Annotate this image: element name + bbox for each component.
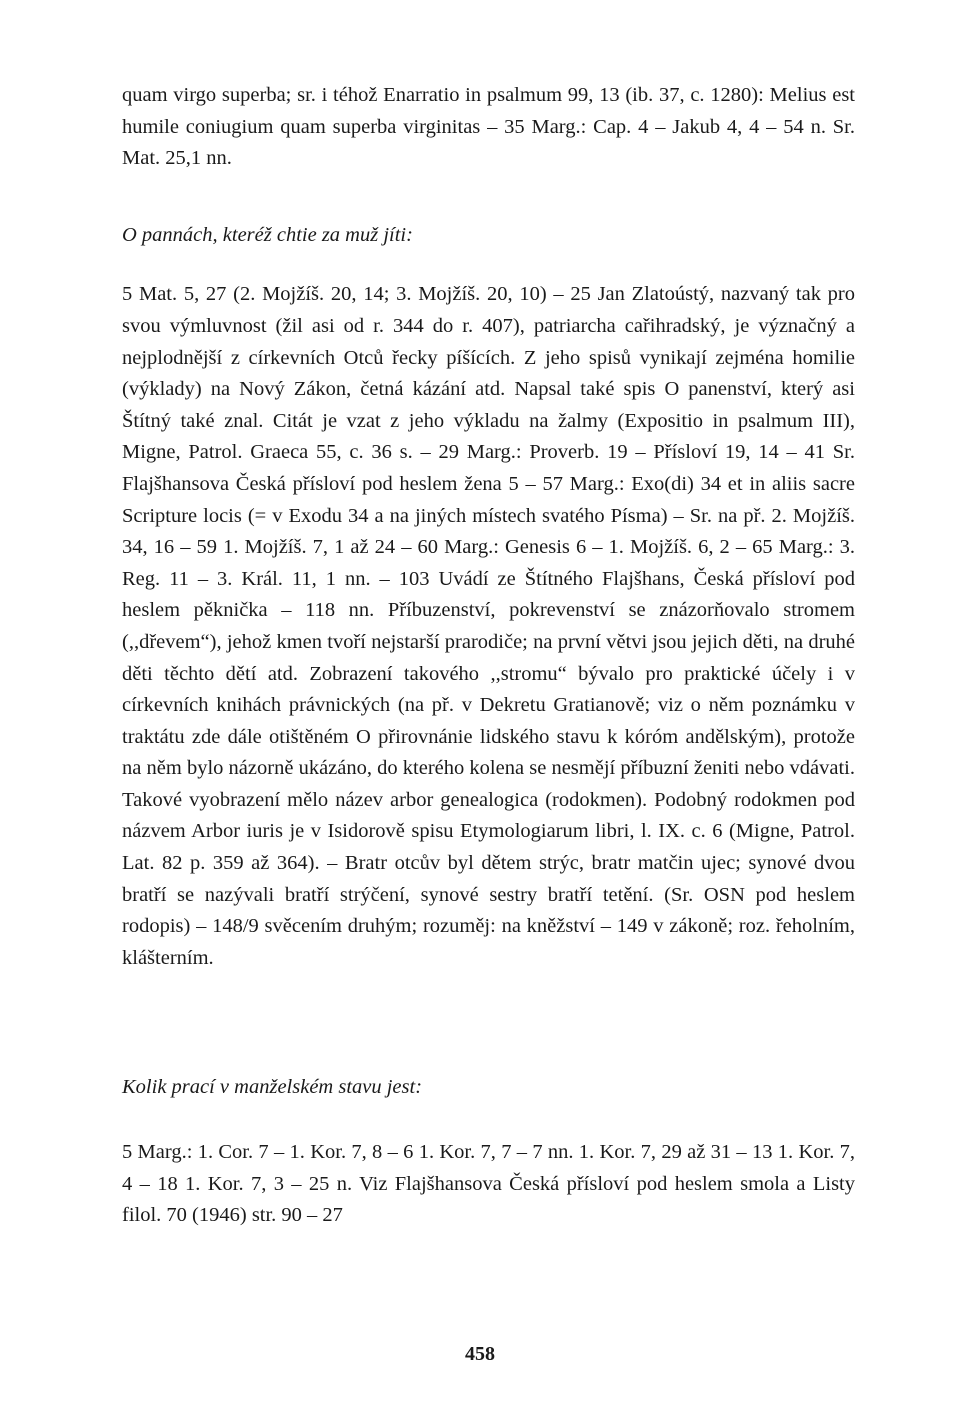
marriage-paragraph: 5 Marg.: 1. Cor. 7 – 1. Kor. 7, 8 – 6 1. Kor. 7, 7 – 7 nn. 1. Kor. 7, 29 až 31 – 13 1. Kor. 7, 4 – 18 1. Kor. 7, 3 – 25 n. Viz Flajšhansova Česká přísloví pod heslem smola a Listy filol. 70 (1946) str. 90 – 27 [122, 1141, 855, 1227]
spacer [122, 974, 855, 1072]
section-heading-marriage: Kolik prací v manželském stavu jest: [122, 1076, 423, 1099]
page-body [122, 80, 855, 1232]
spacer [122, 1104, 855, 1137]
spacer [122, 251, 855, 279]
page-number: 458 [465, 1343, 495, 1365]
section-heading-virgins: O pannách, kteréž chtie za muž jíti: [122, 223, 413, 246]
intro-paragraph: quam virgo superba; sr. i téhož Enarratio in psalmum 99, 13 (ib. 37, c. 1280): Melius est humile coniugium quam superba virginitas – 35 Marg.: Cap. 4 – Jakub 4, 4 – 54 n. Sr. Mat. 25,1 nn. [122, 84, 855, 170]
spacer [122, 175, 855, 220]
commentary-paragraph: 5 Mat. 5, 27 (2. Mojžíš. 20, 14; 3. Mojžíš. 20, 10) – 25 Jan Zlatoústý, nazvaný tak pro svou výmluvnost (žil asi od r. 344 do r. 407), patriarcha cařihradský, je význačný a nejplodnější z církevních Otců řecky píšících. Z jeho spisů vynikají zejména homilie (výklady) na Nový Zákon, četná kázání atd. Napsal také spis O panenství, který asi Štítný také znal. Citát je vzat z jeho výkladu na žalmy (Expositio in psalmum III), Migne, Patrol. Graeca 55, c. 36 s. – 29 Marg.: Proverb. 19 – Přísloví 19, 14 – 41 Sr. Flajšhansova Česká přísloví pod heslem žena 5 – 57 Marg.: Exo(di) 34 et in aliis sacre Scripture locis (= v Exodu 34 a na jiných místech svatého Písma) – Sr. na př. 2. Mojžíš. 34, 16 – 59 1. Mojžíš. 7, 1 až 24 – 60 Marg.: Genesis 6 – 1. Mojžíš. 6, 2 – 65 Marg.: 3. Reg. 11 – 3. Král. 11, 1 nn. – 103 Uvádí ze Štítného Flajšhans, Česká přísloví pod heslem pěknička – 118 nn. Příbuzenství, pokrevenství se znázorňovalo stromem (,,dřevem“), jehož kmen tvoří nejstarší prarodiče; na první větvi jsou jejich děti, na druhé děti těchto dětí atd. Zobrazení takového ,,stromu“ bývalo pro praktické účely i v církevních knihách právnických (na př. v Dekretu Gratianově; viz o něm poznámku v traktátu zde dále otištěném O přirovnánie lidského stavu k kóróm andělským), protože na něm bylo názorně ukázáno, do kterého kolena se nesmějí příbuzní ženiti nebo vdávati. Takové vyobrazení mělo název arbor genealogica (rodokmen). Podobný rodokmen pod názvem Arbor iuris je v Isidorově spisu Etymologiarum libri, l. IX. c. 6 (Migne, Patrol. Lat. 82 p. 359 až 364). – Bratr otcův byl dětem strýc, bratr matčin ujec; synové dvou bratří se nazývali bratří strýčení, synové sestry bratří tetění. (Sr. OSN pod heslem rodopis) – 148/9 svěcením druhým; rozuměj: na kněžství – 149 v zákoně; roz. řeholním, klášterním. [122, 283, 855, 969]
